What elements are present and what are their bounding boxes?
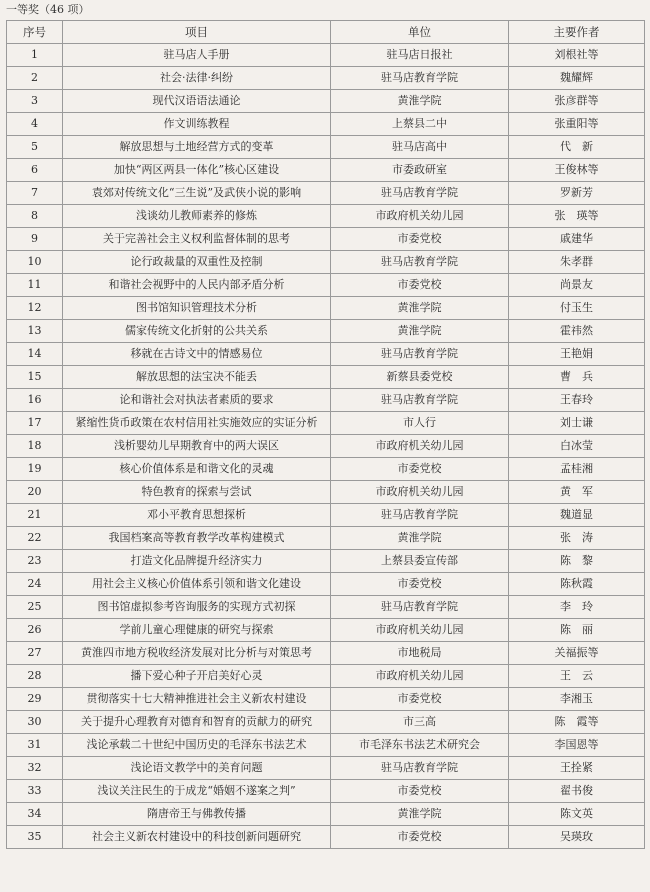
cell-unit: 市委党校 (331, 688, 509, 711)
cell-author: 翟书俊 (509, 780, 645, 803)
cell-project: 学前儿童心理健康的研究与探索 (63, 619, 331, 642)
cell-number: 31 (7, 734, 63, 757)
cell-unit: 市地税局 (331, 642, 509, 665)
cell-number: 24 (7, 573, 63, 596)
cell-project: 浅论语文教学中的美育问题 (63, 757, 331, 780)
cell-project: 紧缩性货币政策在农村信用社实施效应的实证分析 (63, 412, 331, 435)
table-row (7, 389, 645, 412)
cell-project: 移就在古诗文中的情感易位 (63, 343, 331, 366)
cell-number: 25 (7, 596, 63, 619)
award-table (6, 20, 645, 849)
cell-number: 3 (7, 90, 63, 113)
cell-number: 20 (7, 481, 63, 504)
cell-author: 张彦群等 (509, 90, 645, 113)
table-row (7, 320, 645, 343)
table-row (7, 251, 645, 274)
cell-project: 关于完善社会主义权利监督体制的思考 (63, 228, 331, 251)
cell-author: 付玉生 (509, 297, 645, 320)
table-row (7, 619, 645, 642)
cell-project: 核心价值体系是和谐文化的灵魂 (63, 458, 331, 481)
table-row (7, 780, 645, 803)
table-row (7, 826, 645, 849)
cell-project: 我国档案高等教育教学改革构建模式 (63, 527, 331, 550)
table-row (7, 136, 645, 159)
cell-number: 19 (7, 458, 63, 481)
cell-unit: 驻马店高中 (331, 136, 509, 159)
cell-unit: 新蔡县委党校 (331, 366, 509, 389)
table-row (7, 665, 645, 688)
section-caption: 一等奖（46 项） (6, 3, 90, 16)
cell-unit: 市委党校 (331, 274, 509, 297)
cell-project: 图书馆知识管理技术分析 (63, 297, 331, 320)
cell-unit: 市政府机关幼儿园 (331, 205, 509, 228)
header-cell-author: 主要作者 (509, 21, 645, 44)
cell-number: 29 (7, 688, 63, 711)
table-row (7, 458, 645, 481)
cell-number: 22 (7, 527, 63, 550)
cell-unit: 市委党校 (331, 573, 509, 596)
cell-number: 33 (7, 780, 63, 803)
cell-author: 陈 霞等 (509, 711, 645, 734)
cell-project: 现代汉语语法通论 (63, 90, 331, 113)
cell-author: 张 瑛等 (509, 205, 645, 228)
cell-number: 7 (7, 182, 63, 205)
cell-unit: 市政府机关幼儿园 (331, 619, 509, 642)
cell-number: 26 (7, 619, 63, 642)
cell-number: 11 (7, 274, 63, 297)
cell-author: 朱孝群 (509, 251, 645, 274)
cell-author: 李国恩等 (509, 734, 645, 757)
cell-number: 4 (7, 113, 63, 136)
cell-author: 吴瑛玫 (509, 826, 645, 849)
cell-unit: 驻马店教育学院 (331, 504, 509, 527)
cell-project: 浅论承载二十世纪中国历史的毛泽东书法艺术 (63, 734, 331, 757)
table-row (7, 67, 645, 90)
cell-number: 18 (7, 435, 63, 458)
cell-unit: 市委党校 (331, 826, 509, 849)
table-row (7, 757, 645, 780)
cell-project: 儒家传统文化折射的公共关系 (63, 320, 331, 343)
cell-unit: 上蔡县二中 (331, 113, 509, 136)
cell-project: 关于提升心理教育对德育和智育的贡献力的研究 (63, 711, 331, 734)
cell-unit: 驻马店日报社 (331, 44, 509, 67)
cell-author: 刘根社等 (509, 44, 645, 67)
cell-unit: 市委党校 (331, 458, 509, 481)
cell-unit: 驻马店教育学院 (331, 596, 509, 619)
cell-unit: 驻马店教育学院 (331, 251, 509, 274)
cell-author: 白冰莹 (509, 435, 645, 458)
cell-author: 罗新芳 (509, 182, 645, 205)
header-cell-number: 序号 (7, 21, 63, 44)
cell-number: 35 (7, 826, 63, 849)
cell-project: 驻马店人手册 (63, 44, 331, 67)
table-row (7, 573, 645, 596)
cell-author: 魏道显 (509, 504, 645, 527)
table-row (7, 504, 645, 527)
cell-project: 论行政裁量的双重性及控制 (63, 251, 331, 274)
cell-unit: 上蔡县委宣传部 (331, 550, 509, 573)
cell-number: 23 (7, 550, 63, 573)
cell-unit: 市委党校 (331, 780, 509, 803)
table-row (7, 343, 645, 366)
cell-project: 和谐社会视野中的人民内部矛盾分析 (63, 274, 331, 297)
cell-project: 袁郊对传统文化“三生说”及武侠小说的影响 (63, 182, 331, 205)
cell-number: 15 (7, 366, 63, 389)
cell-number: 13 (7, 320, 63, 343)
cell-author: 李湘玉 (509, 688, 645, 711)
table-row (7, 481, 645, 504)
cell-unit: 驻马店教育学院 (331, 343, 509, 366)
cell-author: 黄 军 (509, 481, 645, 504)
cell-author: 李 玲 (509, 596, 645, 619)
cell-number: 14 (7, 343, 63, 366)
cell-unit: 黄淮学院 (331, 803, 509, 826)
table-row (7, 113, 645, 136)
cell-project: 解放思想与土地经营方式的变革 (63, 136, 331, 159)
cell-unit: 驻马店教育学院 (331, 182, 509, 205)
cell-author: 孟桂湘 (509, 458, 645, 481)
cell-number: 8 (7, 205, 63, 228)
cell-author: 陈 黎 (509, 550, 645, 573)
cell-project: 黄淮四市地方税收经济发展对比分析与对策思考 (63, 642, 331, 665)
cell-project: 作文训练教程 (63, 113, 331, 136)
cell-author: 王艳娟 (509, 343, 645, 366)
cell-author: 张重阳等 (509, 113, 645, 136)
cell-number: 34 (7, 803, 63, 826)
cell-project: 用社会主义核心价值体系引领和谐文化建设 (63, 573, 331, 596)
cell-number: 1 (7, 44, 63, 67)
table-row (7, 159, 645, 182)
cell-unit: 市人行 (331, 412, 509, 435)
cell-author: 刘士谦 (509, 412, 645, 435)
cell-author: 戚建华 (509, 228, 645, 251)
table-row (7, 642, 645, 665)
cell-author: 陈秋霞 (509, 573, 645, 596)
cell-author: 王俊林等 (509, 159, 645, 182)
cell-unit: 黄淮学院 (331, 320, 509, 343)
cell-number: 32 (7, 757, 63, 780)
header-cell-project: 项目 (63, 21, 331, 44)
cell-number: 16 (7, 389, 63, 412)
cell-unit: 黄淮学院 (331, 527, 509, 550)
cell-project: 邓小平教育思想探析 (63, 504, 331, 527)
table-row (7, 711, 645, 734)
cell-project: 社会主义新农村建设中的科技创新问题研究 (63, 826, 331, 849)
cell-author: 魏耀辉 (509, 67, 645, 90)
cell-project: 特色教育的探索与尝试 (63, 481, 331, 504)
cell-project: 论和谐社会对执法者素质的要求 (63, 389, 331, 412)
cell-unit: 黄淮学院 (331, 297, 509, 320)
header-cell-unit: 单位 (331, 21, 509, 44)
cell-unit: 市毛泽东书法艺术研究会 (331, 734, 509, 757)
table-row (7, 205, 645, 228)
table-row (7, 44, 645, 67)
cell-author: 陈文英 (509, 803, 645, 826)
cell-author: 陈 丽 (509, 619, 645, 642)
table-row (7, 297, 645, 320)
cell-unit: 驻马店教育学院 (331, 67, 509, 90)
table-row (7, 274, 645, 297)
cell-unit: 市政府机关幼儿园 (331, 665, 509, 688)
cell-author: 王春玲 (509, 389, 645, 412)
table-row (7, 90, 645, 113)
cell-author: 代 新 (509, 136, 645, 159)
table-row (7, 596, 645, 619)
cell-project: 浅析婴幼儿早期教育中的两大误区 (63, 435, 331, 458)
cell-number: 27 (7, 642, 63, 665)
cell-author: 王拴紧 (509, 757, 645, 780)
cell-number: 12 (7, 297, 63, 320)
cell-project: 加快“两区两县一体化”核心区建设 (63, 159, 331, 182)
cell-number: 2 (7, 67, 63, 90)
cell-project: 贯彻落实十七大精神推进社会主义新农村建设 (63, 688, 331, 711)
cell-number: 28 (7, 665, 63, 688)
cell-number: 5 (7, 136, 63, 159)
table-row (7, 366, 645, 389)
table-row (7, 527, 645, 550)
cell-number: 17 (7, 412, 63, 435)
cell-number: 6 (7, 159, 63, 182)
cell-project: 解放思想的法宝决不能丢 (63, 366, 331, 389)
table-row (7, 734, 645, 757)
cell-unit: 市委政研室 (331, 159, 509, 182)
cell-author: 曹 兵 (509, 366, 645, 389)
cell-unit: 驻马店教育学院 (331, 757, 509, 780)
cell-number: 10 (7, 251, 63, 274)
cell-number: 21 (7, 504, 63, 527)
cell-author: 尚景友 (509, 274, 645, 297)
cell-unit: 市三高 (331, 711, 509, 734)
cell-unit: 驻马店教育学院 (331, 389, 509, 412)
table-row (7, 803, 645, 826)
cell-project: 浅谈幼儿教师素养的修炼 (63, 205, 331, 228)
cell-project: 打造文化品牌提升经济实力 (63, 550, 331, 573)
cell-author: 张 涛 (509, 527, 645, 550)
cell-project: 图书馆虚拟参考咨询服务的实现方式初探 (63, 596, 331, 619)
table-row (7, 688, 645, 711)
table-row (7, 550, 645, 573)
table-row (7, 228, 645, 251)
cell-unit: 黄淮学院 (331, 90, 509, 113)
cell-author: 霍祎然 (509, 320, 645, 343)
table-row (7, 412, 645, 435)
table-row (7, 435, 645, 458)
cell-author: 关福振等 (509, 642, 645, 665)
cell-project: 浅议关注民生的于成龙“婚姻不遂案之判” (63, 780, 331, 803)
table-row (7, 182, 645, 205)
cell-unit: 市委党校 (331, 228, 509, 251)
cell-unit: 市政府机关幼儿园 (331, 435, 509, 458)
cell-number: 9 (7, 228, 63, 251)
table-header-row (7, 21, 645, 44)
cell-unit: 市政府机关幼儿园 (331, 481, 509, 504)
cell-project: 隋唐帝王与佛教传播 (63, 803, 331, 826)
cell-project: 社会·法律·纠纷 (63, 67, 331, 90)
cell-author: 王 云 (509, 665, 645, 688)
cell-number: 30 (7, 711, 63, 734)
cell-project: 播下爱心种子开启美好心灵 (63, 665, 331, 688)
